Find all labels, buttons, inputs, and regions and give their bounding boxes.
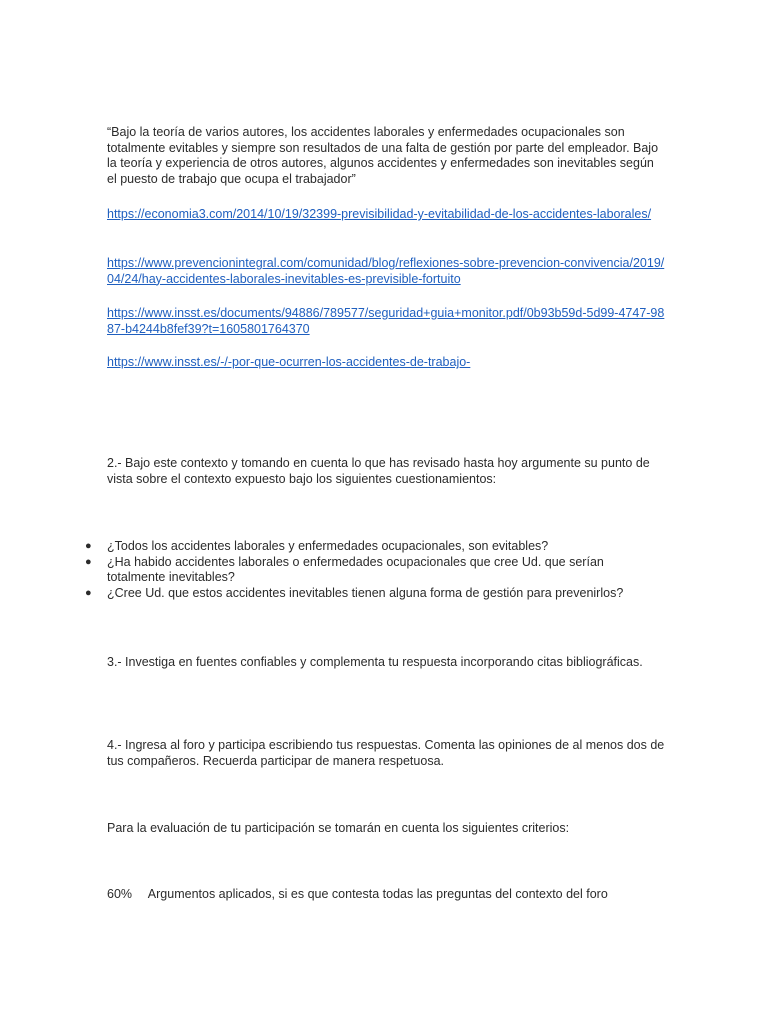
bullet-item-text: ¿Ha habido accidentes laborales o enfermedades ocupacionales que cree Ud. que serían totalmente inevitables? bbox=[107, 554, 604, 584]
reference-link-economia3[interactable]: https://economia3.com/2014/10/19/32399-previsibilidad-y-evitabilidad-de-los-accidentes-laborales/ bbox=[107, 207, 652, 221]
question-4-paragraph: 4.- Ingresa al foro y participa escribiendo tus respuestas. Comenta las opiniones de al menos dos de tus compañeros. Recuerda participar de manera respetuosa. bbox=[107, 738, 665, 768]
reference-link-insst-guide[interactable]: https://www.insst.es/documents/94886/789577/seguridad+guia+monitor.pdf/0b93b59d-5d99-4747-9887-b4244b8fef39?t=1605801764370 bbox=[107, 306, 665, 336]
bullet-dot-icon: ● bbox=[85, 540, 92, 552]
quote-paragraph: “Bajo la teoría de varios autores, los accidentes laborales y enfermedades ocupacionales son totalmente evitables y siempre son resultados de una falta de gestión por parte del empleador. Bajo la teoría y experiencia de otros autores, algunos accidentes y enfermedades son inevitables según el puesto de trabajo que ocupa el trabajador” bbox=[107, 125, 659, 186]
question-3-paragraph: 3.- Investiga en fuentes confiables y complementa tu respuesta incorporando citas bibliográficas. bbox=[107, 655, 643, 669]
criteria-intro-paragraph: Para la evaluación de tu participación se tomarán en cuenta los siguientes criterios: bbox=[107, 821, 570, 835]
bullet-item bbox=[0, 539, 652, 555]
bullet-item bbox=[0, 586, 652, 602]
questions-bullet-list bbox=[0, 539, 768, 601]
criteria-text: Argumentos aplicados, si es que contesta todas las preguntas del contexto del foro bbox=[147, 887, 608, 901]
question-2-paragraph: 2.- Bajo este contexto y tomando en cuenta lo que has revisado hasta hoy argumente su punto de vista sobre el contexto expuesto bajo los siguientes cuestionamientos: bbox=[107, 456, 650, 486]
reference-link-insst-accidents[interactable]: https://www.insst.es/-/-por-que-ocurren-los-accidentes-de-trabajo- bbox=[107, 355, 471, 369]
criteria-percent: 60% bbox=[107, 887, 133, 901]
bullet-item-text: ¿Todos los accidentes laborales y enfermedades ocupacionales, son evitables? bbox=[107, 539, 549, 553]
bullet-item-text: ¿Cree Ud. que estos accidentes inevitables tienen alguna forma de gestión para prevenirlos? bbox=[107, 585, 624, 600]
reference-link-prevencionintegral[interactable]: https://www.prevencionintegral.com/comunidad/blog/reflexiones-sobre-prevencion-convivencia/2019/04/24/hay-accidentes-laborales-inevitables-es-previsible-fortuito bbox=[107, 256, 665, 286]
criteria-row bbox=[107, 887, 667, 903]
bullet-dot-icon: ● bbox=[85, 586, 92, 599]
bullet-item bbox=[0, 555, 652, 586]
bullet-dot-icon: ● bbox=[85, 555, 92, 568]
